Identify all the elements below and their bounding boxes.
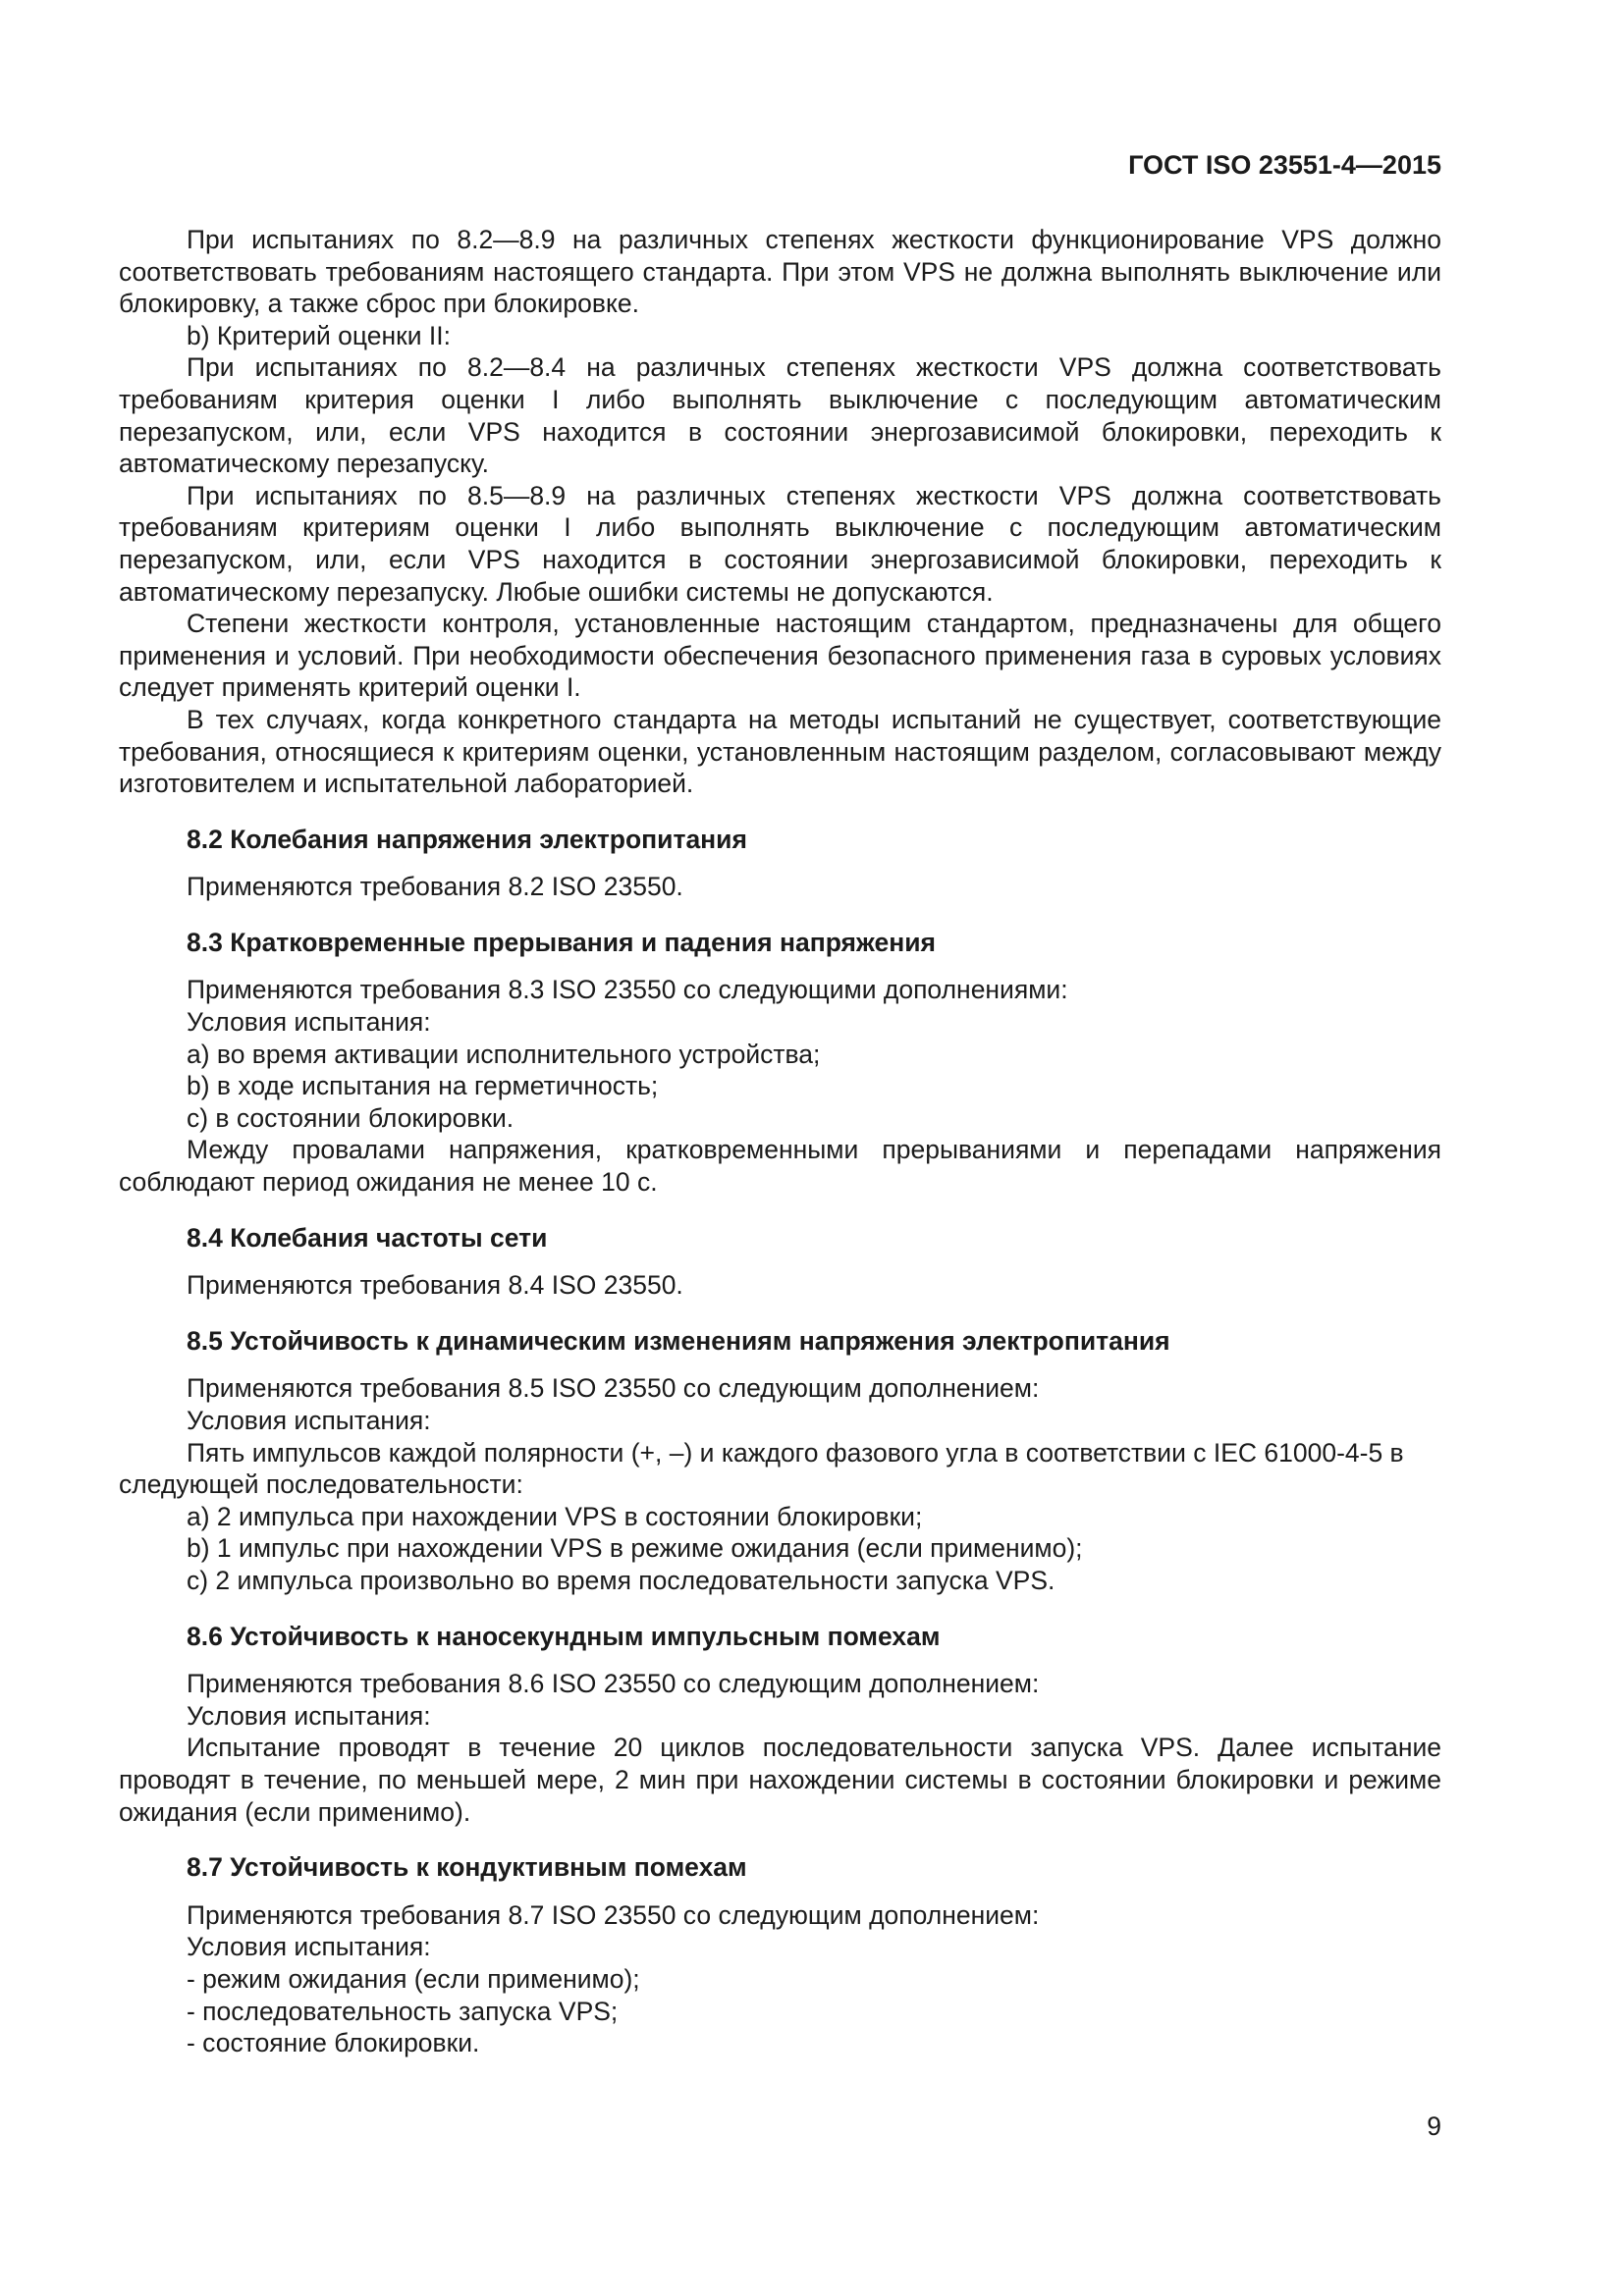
paragraph: a) во время активации исполнительного устройства; [187,1039,821,1069]
page-number: 9 [1427,2111,1441,2141]
paragraph: Между провалами напряжения, кратковременными прерываниями и перепадами напряжения соблюдают период ожидания не менее 10 с. [119,1135,1441,1198]
paragraph: a) 2 импульса при нахождении VPS в состоянии блокировки; [187,1501,923,1531]
paragraph: Условия испытания: [187,1700,431,1731]
paragraph: Пять импульсов каждой полярности (+, –) и каждого фазового угла в соответствии с IEC 61000-4-5 в следующей последовательности: [119,1437,1404,1500]
paragraph: В тех случаях, когда конкретного стандарта на методы испытаний не существует, соответствующие требования, относящиеся к критериям оценки, установленным настоящим разделом, согласовывают между изготовителем и испытательной лабораторией. [119,704,1441,799]
paragraph: Степени жесткости контроля, установленные настоящим стандартом, предназначены для общего применения и условий. При необходимости обеспечения безопасного применения газа в суровых условиях следует применять критерий оценки I. [119,609,1441,703]
paragraph: - состояние блокировки. [187,2028,480,2058]
paragraph: c) в состоянии блокировки. [187,1102,514,1133]
paragraph: c) 2 импульса произвольно во время последовательности запуска VPS. [187,1565,1056,1595]
paragraph: Применяются требования 8.3 ISO 23550 со следующими дополнениями: [187,975,1068,1005]
document-body [119,224,1441,2059]
section-heading: 8.4 Колебания частоты сети [187,1222,548,1253]
section-heading: 8.5 Устойчивость к динамическим изменениям напряжения электропитания [187,1325,1170,1356]
paragraph: Применяются требования 8.4 ISO 23550. [187,1270,683,1301]
paragraph: - последовательность запуска VPS; [187,1996,619,2026]
paragraph: При испытаниях по 8.5—8.9 на различных степенях жесткости VPS должна соответствовать требованиям критериям оценки I либо выполнять выключение с последующим автоматическим перезапуском, или, если VPS находится в состоянии энергозависимой блокировки, переходить к автоматическому перезапуску. Любые ошибки системы не допускаются. [119,480,1441,607]
paragraph: При испытаниях по 8.2—8.4 на различных степенях жесткости VPS должна соответствовать требованиям критерия оценки I либо выполнять выключение с последующим автоматическим перезапуском, или, если VPS находится в состоянии энергозависимой блокировки, переходить к автоматическому перезапуску. [119,352,1441,479]
section-heading: 8.2 Колебания напряжения электропитания [187,824,747,854]
paragraph: Условия испытания: [187,1932,431,1962]
paragraph: Применяются требования 8.6 ISO 23550 со следующим дополнением: [187,1669,1040,1699]
paragraph: При испытаниях по 8.2—8.9 на различных степенях жесткости функционирование VPS должно соответствовать требованиям настоящего стандарта. При этом VPS не должна выполнять выключение или блокировку, а также сброс при блокировке. [119,225,1441,319]
paragraph: - режим ожидания (если применимо); [187,1963,640,1994]
section-heading: 8.7 Устойчивость к кондуктивным помехам [187,1852,747,1883]
paragraph: Условия испытания: [187,1406,431,1435]
paragraph: b) 1 импульс при нахождении VPS в режиме ожидания (если применимо); [187,1533,1083,1564]
document-code: ГОСТ ISO 23551-4—2015 [1128,150,1441,180]
paragraph: Применяются требования 8.2 ISO 23550. [187,872,683,902]
paragraph: Условия испытания: [187,1007,431,1038]
paragraph: b) Критерий оценки II: [187,320,452,350]
paragraph: Применяются требования 8.5 ISO 23550 со следующим дополнением: [187,1373,1040,1404]
paragraph: Применяются требования 8.7 ISO 23550 со следующим дополнением: [187,1899,1040,1930]
section-heading: 8.3 Кратковременные прерывания и падения напряжения [187,927,936,957]
paragraph: Испытание проводят в течение 20 циклов последовательности запуска VPS. Далее испытание проводят в течение, по меньшей мере, 2 мин при нахождении системы в состоянии блокировки и режиме ожидания (если применимо). [119,1733,1441,1827]
paragraph: b) в ходе испытания на герметичность; [187,1071,659,1101]
section-heading: 8.6 Устойчивость к наносекундным импульсным помехам [187,1621,941,1651]
